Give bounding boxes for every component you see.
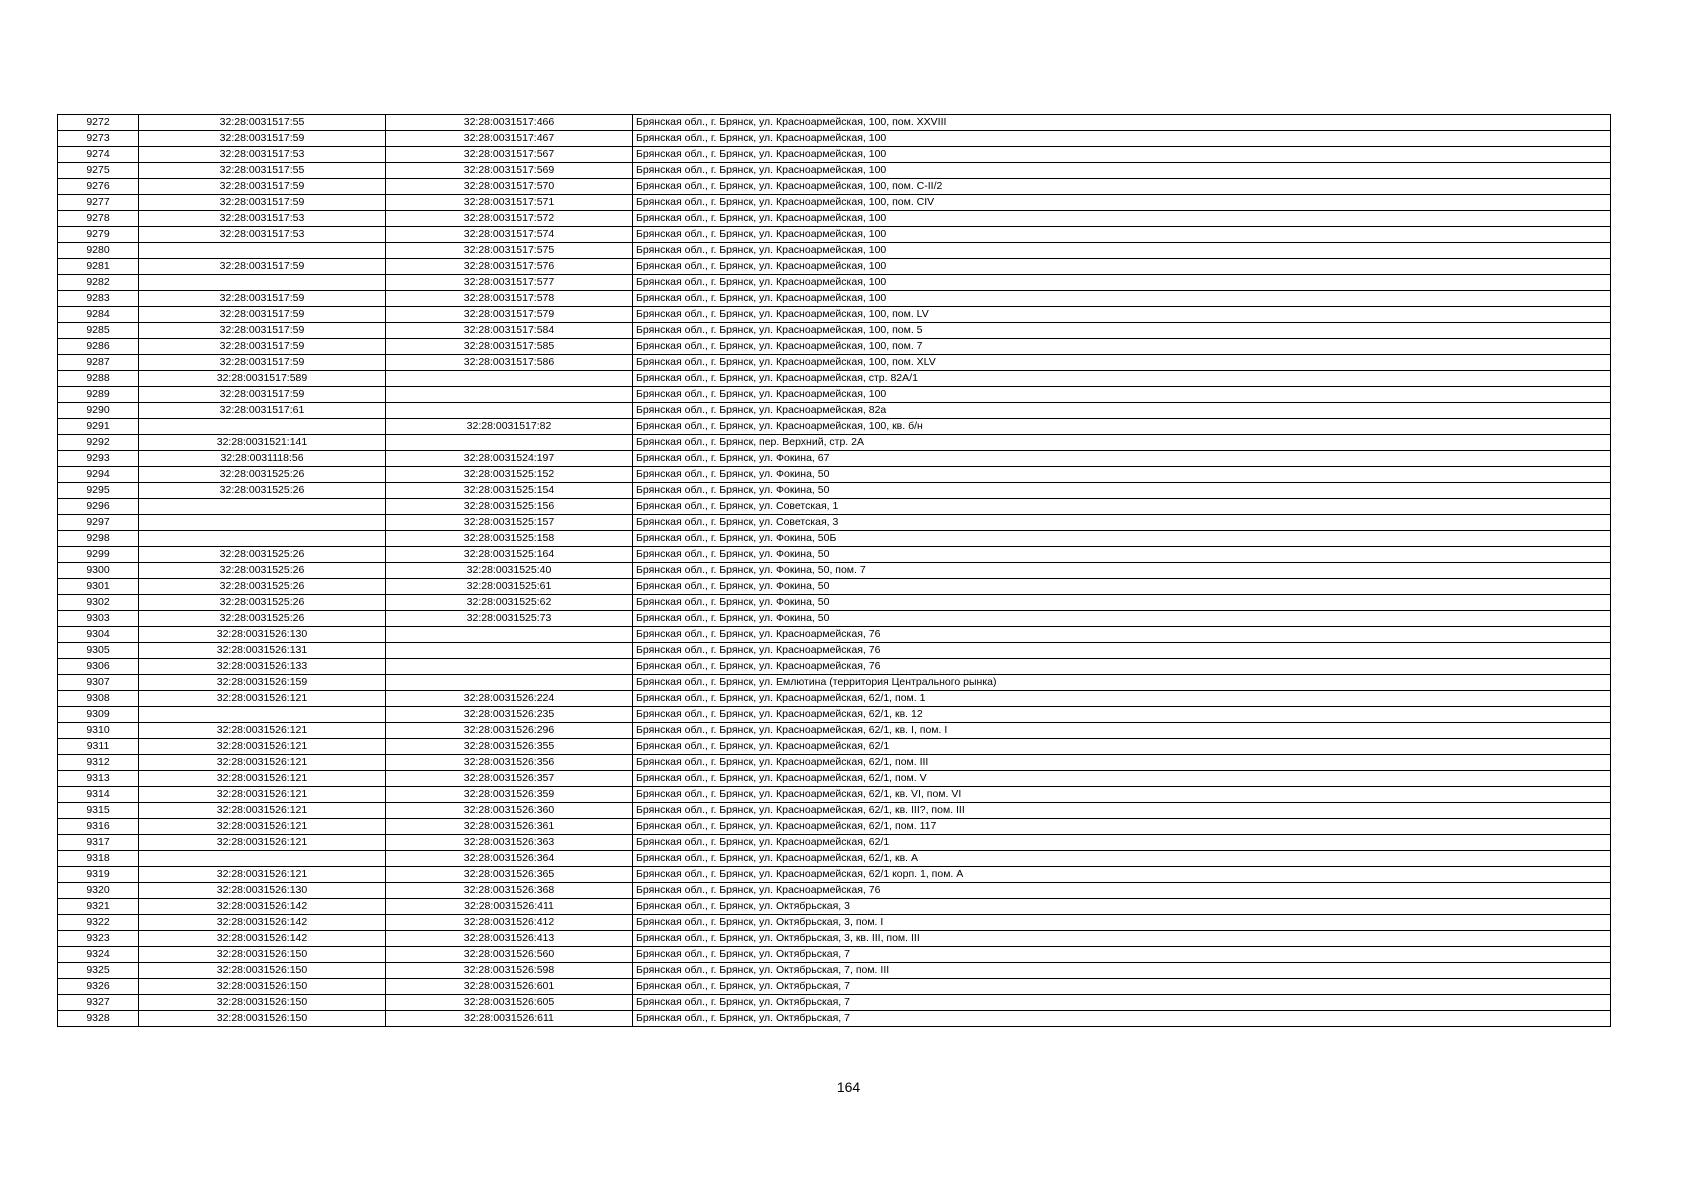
land-plot-cadastral-cell: 32:28:0031517:53: [139, 147, 386, 163]
land-plot-cadastral-cell: 32:28:0031526:121: [139, 819, 386, 835]
object-cadastral-cell: 32:28:0031517:585: [386, 339, 633, 355]
object-cadastral-cell: [386, 403, 633, 419]
table-row: [58, 675, 1611, 691]
address-cell: Брянская обл., г. Брянск, ул. Красноармейская, 100, пом. С-II/2: [633, 179, 1611, 195]
address-cell: Брянская обл., г. Брянск, ул. Красноармейская, 100: [633, 163, 1611, 179]
land-plot-cadastral-cell: [139, 531, 386, 547]
object-cadastral-cell: 32:28:0031525:40: [386, 563, 633, 579]
table-row: [58, 579, 1611, 595]
land-plot-cadastral-cell: 32:28:0031517:59: [139, 387, 386, 403]
row-number-cell: 9319: [58, 867, 139, 883]
table-row: [58, 243, 1611, 259]
row-number-cell: 9277: [58, 195, 139, 211]
table-row: [58, 995, 1611, 1011]
address-cell: Брянская обл., г. Брянск, ул. Красноармейская, стр. 82А/1: [633, 371, 1611, 387]
land-plot-cadastral-cell: 32:28:0031521:141: [139, 435, 386, 451]
land-plot-cadastral-cell: 32:28:0031525:26: [139, 483, 386, 499]
address-cell: Брянская обл., г. Брянск, ул. Красноармейская, 100: [633, 243, 1611, 259]
address-cell: Брянская обл., г. Брянск, ул. Красноармейская, 100: [633, 227, 1611, 243]
address-cell: Брянская обл., г. Брянск, ул. Красноармейская, 62/1, кв. I, пом. I: [633, 723, 1611, 739]
land-plot-cadastral-cell: 32:28:0031526:133: [139, 659, 386, 675]
address-cell: Брянская обл., г. Брянск, ул. Красноармейская, 62/1: [633, 835, 1611, 851]
object-cadastral-cell: 32:28:0031524:197: [386, 451, 633, 467]
address-cell: Брянская обл., г. Брянск, ул. Советская, 3: [633, 515, 1611, 531]
table-row: [58, 899, 1611, 915]
row-number-cell: 9284: [58, 307, 139, 323]
object-cadastral-cell: 32:28:0031526:356: [386, 755, 633, 771]
land-plot-cadastral-cell: [139, 275, 386, 291]
land-plot-cadastral-cell: 32:28:0031525:26: [139, 595, 386, 611]
table-row: [58, 211, 1611, 227]
address-cell: Брянская обл., г. Брянск, ул. Фокина, 50: [633, 483, 1611, 499]
row-number-cell: 9326: [58, 979, 139, 995]
table-row: [58, 435, 1611, 451]
object-cadastral-cell: 32:28:0031517:571: [386, 195, 633, 211]
land-plot-cadastral-cell: 32:28:0031526:150: [139, 947, 386, 963]
table-row: [58, 115, 1611, 131]
address-cell: Брянская обл., г. Брянск, ул. Красноармейская, 62/1, кв. III?, пом. III: [633, 803, 1611, 819]
row-number-cell: 9321: [58, 899, 139, 915]
table-row: [58, 963, 1611, 979]
land-plot-cadastral-cell: 32:28:0031526:130: [139, 883, 386, 899]
address-cell: Брянская обл., г. Брянск, ул. Красноармейская, 62/1, пом. 117: [633, 819, 1611, 835]
row-number-cell: 9317: [58, 835, 139, 851]
row-number-cell: 9298: [58, 531, 139, 547]
land-plot-cadastral-cell: 32:28:0031517:59: [139, 131, 386, 147]
table-row: [58, 291, 1611, 307]
table-row: [58, 803, 1611, 819]
address-cell: Брянская обл., г. Брянск, ул. Фокина, 50: [633, 547, 1611, 563]
address-cell: Брянская обл., г. Брянск, ул. Красноармейская, 76: [633, 659, 1611, 675]
table-row: [58, 147, 1611, 163]
land-plot-cadastral-cell: 32:28:0031526:121: [139, 723, 386, 739]
table-row: [58, 467, 1611, 483]
object-cadastral-cell: 32:28:0031517:570: [386, 179, 633, 195]
object-cadastral-cell: 32:28:0031517:577: [386, 275, 633, 291]
table-row: [58, 947, 1611, 963]
address-cell: Брянская обл., г. Брянск, ул. Октябрьская, 3: [633, 899, 1611, 915]
table-row: [58, 723, 1611, 739]
table-row: [58, 755, 1611, 771]
address-cell: Брянская обл., г. Брянск, ул. Красноармейская, 100, пом. 5: [633, 323, 1611, 339]
address-cell: Брянская обл., г. Брянск, ул. Красноармейская, 62/1, пом. III: [633, 755, 1611, 771]
object-cadastral-cell: 32:28:0031526:355: [386, 739, 633, 755]
object-cadastral-cell: 32:28:0031517:466: [386, 115, 633, 131]
table-row: [58, 451, 1611, 467]
address-cell: Брянская обл., г. Брянск, ул. Советская, 1: [633, 499, 1611, 515]
address-cell: Брянская обл., г. Брянск, ул. Красноармейская, 100: [633, 259, 1611, 275]
object-cadastral-cell: 32:28:0031517:578: [386, 291, 633, 307]
land-plot-cadastral-cell: 32:28:0031526:159: [139, 675, 386, 691]
object-cadastral-cell: 32:28:0031517:574: [386, 227, 633, 243]
row-number-cell: 9290: [58, 403, 139, 419]
page-number: 164: [836, 1079, 861, 1095]
address-cell: Брянская обл., г. Брянск, ул. Красноармейская, 62/1, пом. 1: [633, 691, 1611, 707]
table-row: [58, 595, 1611, 611]
table-row: [58, 563, 1611, 579]
table-row: [58, 643, 1611, 659]
row-number-cell: 9306: [58, 659, 139, 675]
table-row: [58, 787, 1611, 803]
address-cell: Брянская обл., г. Брянск, ул. Красноармейская, 100: [633, 131, 1611, 147]
table-row: [58, 275, 1611, 291]
object-cadastral-cell: 32:28:0031525:158: [386, 531, 633, 547]
row-number-cell: 9320: [58, 883, 139, 899]
address-cell: Брянская обл., г. Брянск, ул. Фокина, 67: [633, 451, 1611, 467]
land-plot-cadastral-cell: 32:28:0031517:59: [139, 307, 386, 323]
land-plot-cadastral-cell: 32:28:0031526:142: [139, 899, 386, 915]
row-number-cell: 9318: [58, 851, 139, 867]
land-plot-cadastral-cell: 32:28:0031517:589: [139, 371, 386, 387]
object-cadastral-cell: 32:28:0031526:611: [386, 1011, 633, 1027]
land-plot-cadastral-cell: 32:28:0031526:121: [139, 755, 386, 771]
object-cadastral-cell: 32:28:0031526:411: [386, 899, 633, 915]
row-number-cell: 9314: [58, 787, 139, 803]
land-plot-cadastral-cell: 32:28:0031517:59: [139, 355, 386, 371]
table-row: [58, 915, 1611, 931]
table-row: [58, 851, 1611, 867]
object-cadastral-cell: 32:28:0031525:156: [386, 499, 633, 515]
object-cadastral-cell: 32:28:0031517:569: [386, 163, 633, 179]
object-cadastral-cell: 32:28:0031526:560: [386, 947, 633, 963]
row-number-cell: 9281: [58, 259, 139, 275]
land-plot-cadastral-cell: [139, 707, 386, 723]
table-row: [58, 547, 1611, 563]
land-plot-cadastral-cell: [139, 851, 386, 867]
land-plot-cadastral-cell: 32:28:0031525:26: [139, 563, 386, 579]
row-number-cell: 9295: [58, 483, 139, 499]
row-number-cell: 9311: [58, 739, 139, 755]
object-cadastral-cell: 32:28:0031526:361: [386, 819, 633, 835]
land-plot-cadastral-cell: 32:28:0031517:61: [139, 403, 386, 419]
object-cadastral-cell: 32:28:0031526:359: [386, 787, 633, 803]
address-cell: Брянская обл., г. Брянск, пер. Верхний, стр. 2А: [633, 435, 1611, 451]
object-cadastral-cell: 32:28:0031517:82: [386, 419, 633, 435]
row-number-cell: 9315: [58, 803, 139, 819]
table-row: [58, 979, 1611, 995]
row-number-cell: 9273: [58, 131, 139, 147]
row-number-cell: 9283: [58, 291, 139, 307]
land-plot-cadastral-cell: 32:28:0031526:142: [139, 931, 386, 947]
address-cell: Брянская обл., г. Брянск, ул. Красноармейская, 62/1: [633, 739, 1611, 755]
table-row: [58, 707, 1611, 723]
address-cell: Брянская обл., г. Брянск, ул. Красноармейская, 100: [633, 211, 1611, 227]
object-cadastral-cell: 32:28:0031525:73: [386, 611, 633, 627]
row-number-cell: 9312: [58, 755, 139, 771]
object-cadastral-cell: 32:28:0031517:584: [386, 323, 633, 339]
address-cell: Брянская обл., г. Брянск, ул. Фокина, 50, пом. 7: [633, 563, 1611, 579]
table-row: [58, 659, 1611, 675]
table-row: [58, 483, 1611, 499]
row-number-cell: 9327: [58, 995, 139, 1011]
address-cell: Брянская обл., г. Брянск, ул. Красноармейская, 62/1, кв. VI, пом. VI: [633, 787, 1611, 803]
address-cell: Брянская обл., г. Брянск, ул. Красноармейская, 62/1, кв. А: [633, 851, 1611, 867]
object-cadastral-cell: 32:28:0031517:572: [386, 211, 633, 227]
table-body: [58, 115, 1611, 1027]
land-plot-cadastral-cell: 32:28:0031526:121: [139, 739, 386, 755]
address-cell: Брянская обл., г. Брянск, ул. Октябрьская, 7: [633, 979, 1611, 995]
row-number-cell: 9325: [58, 963, 139, 979]
land-plot-cadastral-cell: 32:28:0031526:121: [139, 787, 386, 803]
table-row: [58, 371, 1611, 387]
land-plot-cadastral-cell: 32:28:0031526:121: [139, 771, 386, 787]
land-plot-cadastral-cell: 32:28:0031526:150: [139, 1011, 386, 1027]
address-cell: Брянская обл., г. Брянск, ул. Красноармейская, 100: [633, 275, 1611, 291]
row-number-cell: 9305: [58, 643, 139, 659]
table-row: [58, 403, 1611, 419]
address-cell: Брянская обл., г. Брянск, ул. Красноармейская, 76: [633, 883, 1611, 899]
address-cell: Брянская обл., г. Брянск, ул. Октябрьская, 3, пом. I: [633, 915, 1611, 931]
address-cell: Брянская обл., г. Брянск, ул. Красноармейская, 62/1, кв. 12: [633, 707, 1611, 723]
land-plot-cadastral-cell: 32:28:0031526:150: [139, 979, 386, 995]
land-plot-cadastral-cell: 32:28:0031525:26: [139, 547, 386, 563]
address-cell: Брянская обл., г. Брянск, ул. Красноармейская, 100, пом. XLV: [633, 355, 1611, 371]
address-cell: Брянская обл., г. Брянск, ул. Октябрьская, 7, пом. III: [633, 963, 1611, 979]
registry-table: [57, 114, 1611, 1027]
row-number-cell: 9310: [58, 723, 139, 739]
table-row: [58, 259, 1611, 275]
land-plot-cadastral-cell: 32:28:0031517:59: [139, 195, 386, 211]
object-cadastral-cell: 32:28:0031526:357: [386, 771, 633, 787]
address-cell: Брянская обл., г. Брянск, ул. Октябрьская, 7: [633, 1011, 1611, 1027]
object-cadastral-cell: 32:28:0031525:62: [386, 595, 633, 611]
row-number-cell: 9313: [58, 771, 139, 787]
land-plot-cadastral-cell: 32:28:0031517:55: [139, 115, 386, 131]
land-plot-cadastral-cell: 32:28:0031526:121: [139, 803, 386, 819]
land-plot-cadastral-cell: 32:28:0031517:53: [139, 211, 386, 227]
table-row: [58, 387, 1611, 403]
table-row: [58, 883, 1611, 899]
object-cadastral-cell: 32:28:0031526:413: [386, 931, 633, 947]
object-cadastral-cell: 32:28:0031525:152: [386, 467, 633, 483]
land-plot-cadastral-cell: 32:28:0031517:55: [139, 163, 386, 179]
row-number-cell: 9291: [58, 419, 139, 435]
row-number-cell: 9297: [58, 515, 139, 531]
row-number-cell: 9272: [58, 115, 139, 131]
table-row: [58, 771, 1611, 787]
address-cell: Брянская обл., г. Брянск, ул. Красноармейская, 100, пом. 7: [633, 339, 1611, 355]
land-plot-cadastral-cell: 32:28:0031526:131: [139, 643, 386, 659]
row-number-cell: 9303: [58, 611, 139, 627]
object-cadastral-cell: 32:28:0031517:467: [386, 131, 633, 147]
land-plot-cadastral-cell: 32:28:0031526:150: [139, 995, 386, 1011]
object-cadastral-cell: 32:28:0031526:412: [386, 915, 633, 931]
table-row: [58, 339, 1611, 355]
address-cell: Брянская обл., г. Брянск, ул. Фокина, 50: [633, 611, 1611, 627]
address-cell: Брянская обл., г. Брянск, ул. Красноармейская, 82а: [633, 403, 1611, 419]
land-plot-cadastral-cell: [139, 243, 386, 259]
object-cadastral-cell: [386, 659, 633, 675]
row-number-cell: 9308: [58, 691, 139, 707]
object-cadastral-cell: 32:28:0031526:364: [386, 851, 633, 867]
table-row: [58, 627, 1611, 643]
table-row: [58, 323, 1611, 339]
row-number-cell: 9289: [58, 387, 139, 403]
table-row: [58, 195, 1611, 211]
row-number-cell: 9299: [58, 547, 139, 563]
row-number-cell: 9300: [58, 563, 139, 579]
row-number-cell: 9294: [58, 467, 139, 483]
object-cadastral-cell: [386, 435, 633, 451]
land-plot-cadastral-cell: 32:28:0031526:121: [139, 691, 386, 707]
land-plot-cadastral-cell: 32:28:0031526:130: [139, 627, 386, 643]
land-plot-cadastral-cell: 32:28:0031526:150: [139, 963, 386, 979]
row-number-cell: 9323: [58, 931, 139, 947]
object-cadastral-cell: 32:28:0031525:157: [386, 515, 633, 531]
object-cadastral-cell: 32:28:0031526:363: [386, 835, 633, 851]
object-cadastral-cell: 32:28:0031526:605: [386, 995, 633, 1011]
table-row: [58, 163, 1611, 179]
address-cell: Брянская обл., г. Брянск, ул. Красноармейская, 100, кв. б/н: [633, 419, 1611, 435]
object-cadastral-cell: 32:28:0031525:61: [386, 579, 633, 595]
row-number-cell: 9282: [58, 275, 139, 291]
address-cell: Брянская обл., г. Брянск, ул. Октябрьская, 3, кв. III, пом. III: [633, 931, 1611, 947]
row-number-cell: 9307: [58, 675, 139, 691]
row-number-cell: 9274: [58, 147, 139, 163]
row-number-cell: 9275: [58, 163, 139, 179]
table-row: [58, 739, 1611, 755]
table-row: [58, 691, 1611, 707]
object-cadastral-cell: 32:28:0031526:224: [386, 691, 633, 707]
table-row: [58, 131, 1611, 147]
row-number-cell: 9302: [58, 595, 139, 611]
object-cadastral-cell: 32:28:0031526:601: [386, 979, 633, 995]
address-cell: Брянская обл., г. Брянск, ул. Красноармейская, 62/1 корп. 1, пом. А: [633, 867, 1611, 883]
row-number-cell: 9288: [58, 371, 139, 387]
object-cadastral-cell: 32:28:0031526:360: [386, 803, 633, 819]
row-number-cell: 9328: [58, 1011, 139, 1027]
table-row: [58, 611, 1611, 627]
row-number-cell: 9278: [58, 211, 139, 227]
address-cell: Брянская обл., г. Брянск, ул. Емлютина (территория Центрального рынка): [633, 675, 1611, 691]
row-number-cell: 9304: [58, 627, 139, 643]
land-plot-cadastral-cell: 32:28:0031526:142: [139, 915, 386, 931]
object-cadastral-cell: 32:28:0031526:365: [386, 867, 633, 883]
address-cell: Брянская обл., г. Брянск, ул. Октябрьская, 7: [633, 947, 1611, 963]
row-number-cell: 9285: [58, 323, 139, 339]
object-cadastral-cell: 32:28:0031517:586: [386, 355, 633, 371]
address-cell: Брянская обл., г. Брянск, ул. Красноармейская, 100, пом. CIV: [633, 195, 1611, 211]
object-cadastral-cell: 32:28:0031526:235: [386, 707, 633, 723]
table-row: [58, 355, 1611, 371]
table-row: [58, 419, 1611, 435]
table-row: [58, 499, 1611, 515]
table-row: [58, 835, 1611, 851]
table-row: [58, 515, 1611, 531]
land-plot-cadastral-cell: 32:28:0031525:26: [139, 467, 386, 483]
land-plot-cadastral-cell: [139, 499, 386, 515]
address-cell: Брянская обл., г. Брянск, ул. Красноармейская, 100, пом. XXVIII: [633, 115, 1611, 131]
table-row: [58, 867, 1611, 883]
object-cadastral-cell: 32:28:0031526:598: [386, 963, 633, 979]
object-cadastral-cell: 32:28:0031526:296: [386, 723, 633, 739]
row-number-cell: 9296: [58, 499, 139, 515]
land-plot-cadastral-cell: 32:28:0031517:53: [139, 227, 386, 243]
address-cell: Брянская обл., г. Брянск, ул. Октябрьская, 7: [633, 995, 1611, 1011]
address-cell: Брянская обл., г. Брянск, ул. Красноармейская, 100: [633, 291, 1611, 307]
object-cadastral-cell: 32:28:0031526:368: [386, 883, 633, 899]
table-row: [58, 179, 1611, 195]
object-cadastral-cell: 32:28:0031517:579: [386, 307, 633, 323]
object-cadastral-cell: 32:28:0031517:567: [386, 147, 633, 163]
row-number-cell: 9292: [58, 435, 139, 451]
land-plot-cadastral-cell: 32:28:0031525:26: [139, 579, 386, 595]
object-cadastral-cell: 32:28:0031525:164: [386, 547, 633, 563]
object-cadastral-cell: 32:28:0031517:576: [386, 259, 633, 275]
table-row: [58, 227, 1611, 243]
address-cell: Брянская обл., г. Брянск, ул. Фокина, 50: [633, 579, 1611, 595]
address-cell: Брянская обл., г. Брянск, ул. Красноармейская, 62/1, пом. V: [633, 771, 1611, 787]
land-plot-cadastral-cell: [139, 515, 386, 531]
object-cadastral-cell: [386, 675, 633, 691]
land-plot-cadastral-cell: 32:28:0031517:59: [139, 291, 386, 307]
address-cell: Брянская обл., г. Брянск, ул. Красноармейская, 100: [633, 387, 1611, 403]
land-plot-cadastral-cell: 32:28:0031517:59: [139, 259, 386, 275]
address-cell: Брянская обл., г. Брянск, ул. Фокина, 50: [633, 595, 1611, 611]
address-cell: Брянская обл., г. Брянск, ул. Фокина, 50Б: [633, 531, 1611, 547]
row-number-cell: 9316: [58, 819, 139, 835]
row-number-cell: 9280: [58, 243, 139, 259]
object-cadastral-cell: [386, 643, 633, 659]
table-row: [58, 931, 1611, 947]
row-number-cell: 9301: [58, 579, 139, 595]
address-cell: Брянская обл., г. Брянск, ул. Красноармейская, 76: [633, 643, 1611, 659]
land-plot-cadastral-cell: 32:28:0031525:26: [139, 611, 386, 627]
table-row: [58, 531, 1611, 547]
land-plot-cadastral-cell: 32:28:0031526:121: [139, 867, 386, 883]
land-plot-cadastral-cell: 32:28:0031526:121: [139, 835, 386, 851]
row-number-cell: 9276: [58, 179, 139, 195]
row-number-cell: 9324: [58, 947, 139, 963]
table-row: [58, 1011, 1611, 1027]
row-number-cell: 9309: [58, 707, 139, 723]
table-row: [58, 819, 1611, 835]
object-cadastral-cell: [386, 387, 633, 403]
address-cell: Брянская обл., г. Брянск, ул. Фокина, 50: [633, 467, 1611, 483]
address-cell: Брянская обл., г. Брянск, ул. Красноармейская, 76: [633, 627, 1611, 643]
object-cadastral-cell: [386, 627, 633, 643]
land-plot-cadastral-cell: 32:28:0031517:59: [139, 323, 386, 339]
object-cadastral-cell: 32:28:0031525:154: [386, 483, 633, 499]
table-row: [58, 307, 1611, 323]
land-plot-cadastral-cell: 32:28:0031118:56: [139, 451, 386, 467]
land-plot-cadastral-cell: 32:28:0031517:59: [139, 179, 386, 195]
object-cadastral-cell: 32:28:0031517:575: [386, 243, 633, 259]
row-number-cell: 9287: [58, 355, 139, 371]
row-number-cell: 9293: [58, 451, 139, 467]
address-cell: Брянская обл., г. Брянск, ул. Красноармейская, 100, пом. LV: [633, 307, 1611, 323]
address-cell: Брянская обл., г. Брянск, ул. Красноармейская, 100: [633, 147, 1611, 163]
land-plot-cadastral-cell: 32:28:0031517:59: [139, 339, 386, 355]
object-cadastral-cell: [386, 371, 633, 387]
row-number-cell: 9279: [58, 227, 139, 243]
row-number-cell: 9322: [58, 915, 139, 931]
row-number-cell: 9286: [58, 339, 139, 355]
land-plot-cadastral-cell: [139, 419, 386, 435]
